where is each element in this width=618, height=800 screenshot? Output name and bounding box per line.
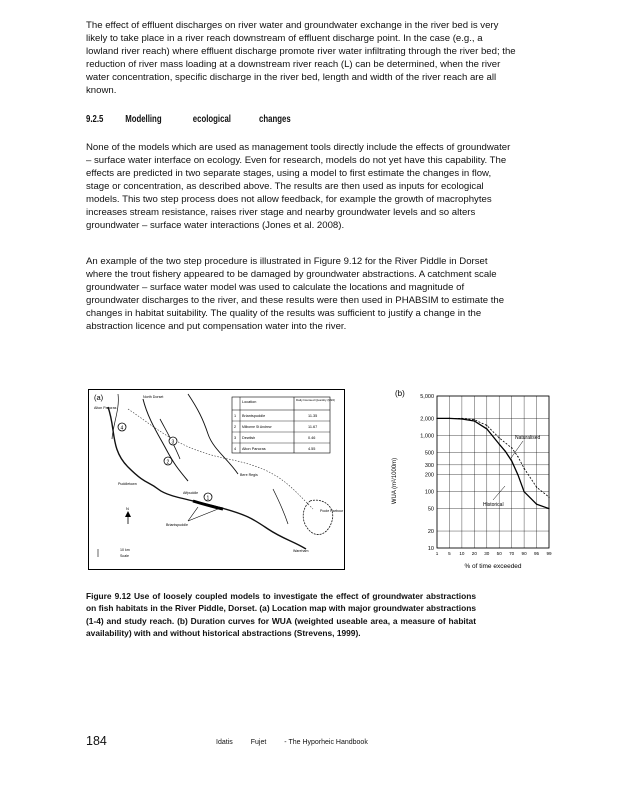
series-point-naturalised: [474, 419, 475, 420]
place-alton-pancras: Alton Pancras: [94, 406, 117, 410]
x-tick-label: 95: [533, 551, 540, 556]
x-tick-label: 90: [521, 551, 527, 556]
table-row-1-name: Briantspuddle: [242, 414, 266, 418]
section-title-word-3: changes: [259, 114, 291, 125]
series-point-naturalised: [511, 447, 512, 448]
abstraction-2-label: 2: [166, 459, 170, 466]
x-tick-label: 5: [448, 551, 451, 556]
series-point-historical: [517, 474, 518, 475]
figure-caption: [86, 590, 476, 640]
series-point-historical: [524, 491, 525, 492]
series-point-historical: [505, 451, 506, 452]
footer-title: [216, 739, 368, 746]
y-tick-label: 200: [424, 472, 434, 479]
panel-label-a: (a): [94, 393, 104, 402]
page-number: 184: [86, 734, 107, 748]
x-tick-label: 99: [546, 551, 552, 556]
x-tick-label: 10: [459, 551, 465, 556]
series-point-naturalised: [536, 487, 537, 488]
y-tick-label: 100: [424, 489, 434, 496]
north-label: N: [126, 506, 129, 511]
footer-word-2: Fujet: [250, 739, 267, 746]
x-tick-label: 70: [509, 551, 515, 556]
table-row-4-id: 4: [234, 447, 237, 451]
abstraction-3-label: 3: [171, 439, 175, 446]
place-puddletown: Puddletown: [118, 482, 137, 486]
table-header-quantity: Daily licensed Quantity (Ml/d): [296, 398, 336, 402]
abstraction-1-label: 1: [206, 495, 210, 502]
series-point-naturalised: [499, 437, 500, 438]
x-tick-label: 20: [471, 551, 477, 556]
table-row-2-id: 2: [234, 425, 237, 429]
series-point-naturalised: [486, 425, 487, 426]
place-affpuddle: Affpuddle: [183, 491, 199, 495]
series-point-historical: [536, 504, 537, 505]
figure-a-location-map: [88, 389, 345, 570]
series-point-historical: [486, 428, 487, 429]
section-heading: [86, 114, 421, 125]
scale-sublabel: Scale: [120, 554, 129, 558]
series-point-naturalised: [548, 497, 549, 498]
table-row-3-id: 3: [234, 436, 237, 440]
chart-x-axis-label: % of time exceeded: [464, 563, 522, 570]
y-tick-label: 5,000: [420, 394, 434, 400]
legend-leader-naturalised: [511, 441, 523, 458]
table-row-3-name: Dewlish: [242, 436, 256, 440]
series-point-historical: [461, 418, 462, 419]
figure-caption-text: Figure 9.12 Use of loosely coupled models to investigate the effect of groundwater abstractions on fish habitats in the River Piddle, Dorset. (a) Location map with major groundwater abstractions (1-4) and study reach. (b) Duration curves for WUA (weighted useable area, a measure of habitat availability) with and without historical abstractions (Strevens, 1999).: [86, 591, 476, 639]
series-point-historical: [511, 460, 512, 461]
legend-leader-historical: [493, 486, 505, 500]
series-point-historical: [548, 508, 549, 509]
x-tick-label: 1: [435, 551, 439, 556]
series-point-naturalised: [524, 468, 525, 469]
body-paragraph-piddle-example: An example of the two step procedure is illustrated in Figure 9.12 for the River Piddle in Dorset where the trout fishery appeared to be damaged by groundwater abstractions. A catchment scale groundwater – surface water model was used to calculate the locations and magnitude of groundwater discharges to the river, and these results were then used in PHABSIM to estimate the changes in habitat suitability. The quality of the results was sufficient to justify a change in the abstraction licence and put compensation water into the river.: [86, 256, 505, 332]
place-briantspuddle: Briantspuddle: [166, 523, 188, 527]
legend-naturalised: Naturalised: [515, 435, 541, 441]
series-point-historical: [499, 444, 500, 445]
footer-book-title: - The Hyporheic Handbook: [284, 739, 368, 746]
place-bere-regis: Bere Regis: [240, 473, 258, 477]
table-row-2-value: 11.67: [308, 425, 318, 429]
abstraction-table: [232, 397, 335, 453]
scale-label: 10 km: [120, 548, 130, 552]
table-row-4-value: 4.55: [308, 447, 316, 451]
y-tick-label: 300: [424, 462, 434, 469]
footer-word-1: Idatis: [216, 739, 233, 746]
y-tick-label: 10: [427, 546, 434, 552]
section-title-word-1: Modelling: [125, 114, 162, 125]
series-line-naturalised: [437, 418, 549, 497]
table-header-location: Location: [242, 400, 257, 404]
x-tick-label: 30: [484, 551, 490, 556]
y-tick-label: 1,000: [420, 433, 434, 440]
table-row-3-value: 0.46: [308, 436, 316, 440]
series-point-historical: [436, 418, 437, 419]
place-north-dorset: North Dorset: [143, 395, 164, 399]
table-row-1-value: 11.35: [308, 414, 318, 418]
legend-historical: Historical: [483, 502, 504, 508]
place-poole-harbour: Poole Harbour: [320, 509, 344, 513]
table-row-2-name: Milborne St Andrew: [242, 425, 272, 429]
table-row-4-name: Alton Pancras: [242, 447, 266, 451]
section-number: 9.2.5: [86, 114, 104, 125]
section-title-word-2: ecological: [192, 114, 231, 125]
body-paragraph-ecology-models: None of the models which are used as management tools directly include the effects of groundwater – surface water interface on ecology. Even for research, models do not yet have this capability. The effects are predicted in two separate stages, using a model to first estimate the changes in flow, stage or concentration, as described above. The results are then used as inputs for ecological models. This two step process does not allow feedback, for example the growth of macrophytes increases stream resistance, raises river stage and nearby groundwater levels and so alters groundwater – surface water interactions (Jones et al. 2008).: [86, 142, 511, 231]
body-paragraph-effluent: The effect of effluent discharges on river water and groundwater exchange in the river bed is very likely to take place in a river reach downstream of effluent discharge point. In the case (e.g., a lowland river reach) where effluent discharge promote river water infiltrating through the river bed; the reduction of river mass loading at a downstream river reach (L) can be determined, when the river water concentration, specific discharge in the river bed, length and width of the river reach are all known.: [86, 20, 516, 96]
y-tick-label: 500: [424, 450, 434, 457]
figure-b-duration-chart: [393, 386, 558, 571]
table-row-1-id: 1: [234, 414, 237, 418]
y-tick-label: 2,000: [420, 416, 434, 423]
place-wareham: Wareham: [293, 549, 309, 553]
chart-y-axis-label: WUA (m²/1000m): [392, 457, 398, 505]
y-tick-label: 20: [427, 529, 434, 536]
series-point-historical: [449, 418, 450, 419]
x-tick-label: 50: [496, 551, 502, 556]
chart-series: [436, 418, 549, 509]
abstraction-4-label: 4: [120, 425, 124, 432]
series-point-naturalised: [517, 456, 518, 457]
y-tick-label: 50: [427, 506, 434, 513]
panel-label-b: (b): [395, 389, 405, 398]
series-point-historical: [474, 420, 475, 421]
